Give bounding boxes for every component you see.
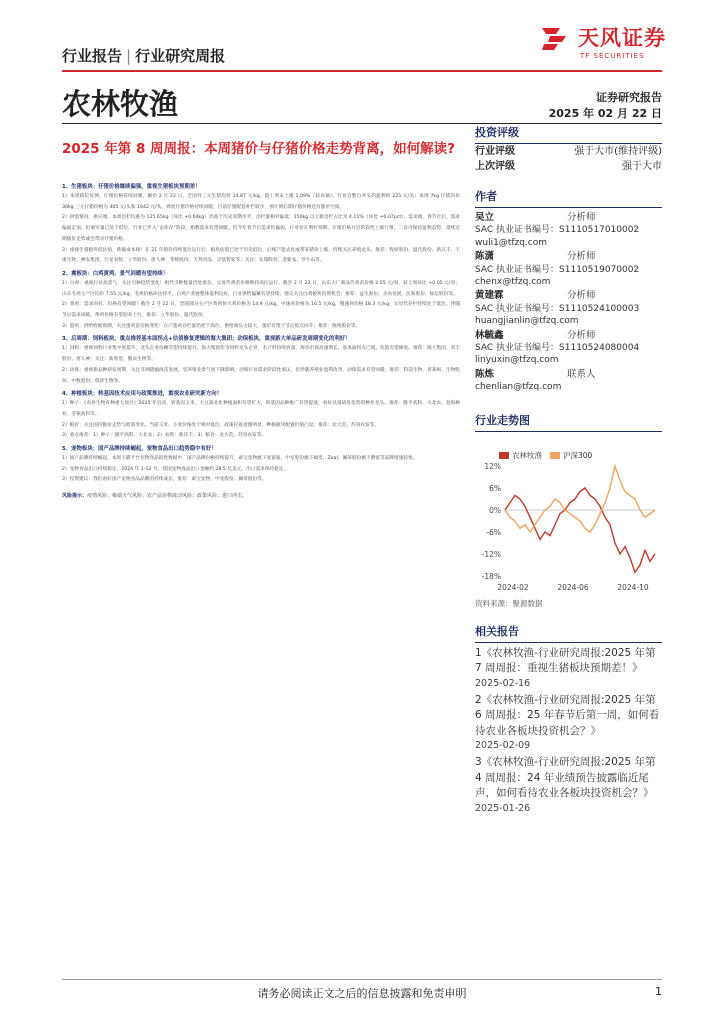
section-paragraph: 1）本周猪价反弹，仔猪价格持续回暖。截至 2 月 22 日，全国外三元生猪均价 14.87 元/kg，较上周末上涨 1.09%（较农通）。行业自繁自养头均盈利约 225 元/头；本周 7kg 仔猪均价 30kg 三元仔猪价格为 405 元/头和 1642 元/头，周度仔猪价格持续回暖，目前仔猪配套补栏较少，预计明后期仔猪价格还有涨价空间。 — [62, 194, 460, 210]
industry-rating-value: 强于大市(维持评级) — [574, 146, 662, 157]
legend-swatch — [499, 452, 509, 459]
section-paragraph: 3）蛋鸡：供给收缩预期，关注蛋鸡苗价格变化！在产蛋鸡存栏量仍处于高位，供给端压力较大，蛋价有望于节后低点回升；推荐：晓鸣股份等。 — [62, 323, 361, 329]
section-paragraph: 3）重视生猪板块低估值，跌破成本线！在 21 年猪价持续低位运行后，板块估值已处于历史低位，后续产能去化或带来猪价上涨，持续关注养殖龙头。推荐：牧原股份、温氏股份、新五丰、天康生物、神农集团、巨星农牧、立华股份、唐人神、华统股份、天邦食品、京基智农等；关注：东瑞股份、金新农、罗牛山等。 — [62, 247, 460, 264]
page-number: 1 — [655, 985, 662, 998]
section-planting — [62, 389, 460, 442]
section-paragraph: 1）国产品牌持续崛起。本周天猫平台宠物食品销售数据中，国产品牌份额持续提升，乖宝宠物旗下麦富迪，中宠股份旗下顽皮、Zeal，佩蒂股份旗下爵宴等品牌增速较快。 — [62, 456, 418, 462]
related-report-date: 2025-02-09 — [475, 740, 531, 752]
series-line-0 — [505, 488, 655, 572]
rating-heading: 投资评级 — [475, 124, 662, 144]
y-tick-label: 0% — [489, 505, 501, 515]
section-paragraph: 2）粮价：关注国内粮价走势与政策变化。当前玉米、小麦价格处于相对低位，政策托底意图明显，种植板块配置价值凸显；推荐：北大荒、苏垦农发等。 — [62, 422, 380, 428]
brand-name-cn: 天风证券 — [578, 26, 666, 50]
trend-chart-svg — [475, 438, 662, 598]
disclaimer-footer: 请务必阅读正文之后的信息披露和免责申明 — [257, 987, 467, 1000]
report-type — [62, 45, 225, 66]
trend-heading: 行业走势图 — [475, 412, 662, 432]
section-paragraph: 1）种子：《农业生物育种重大项目》2025 年启动，转基因玉米、大豆商业化种植面积有望扩大，转基因品种推广有望提速，看好具备研发优势的种业龙头。推荐：隆平高科、大北农、登海种业、荃银高科等。 — [62, 401, 460, 417]
section-paragraph: 3）重点推荐：1）种子：隆平高科、大北农；2）农资：新洋丰；3）粮食：北大荒、苏垦农发等。 — [62, 433, 267, 439]
y-tick-label: -12% — [481, 549, 501, 559]
section-heading: 1、生猪板块：仔猪价格继续偏强，重视生猪板块预期差！ — [62, 184, 201, 190]
author-cert: SAC 执业证书编号：S1110524080004 — [475, 343, 640, 354]
legend-item — [550, 450, 592, 461]
y-tick-label: -6% — [486, 527, 501, 537]
author-email[interactable]: wuli1@tfzq.com — [475, 237, 548, 248]
report-series: 证券研究报告 — [596, 91, 662, 104]
related-report-link[interactable]: 3《农林牧渔-行业研究周报:2025 年第 4 周周报：24 年业绩预告披露临近尾声，如何看待农业各板块投资机会？》 — [475, 756, 656, 800]
author-email[interactable]: linyuxin@tfzq.com — [475, 355, 559, 366]
author-cert: SAC 执业证书编号：S1110517010002 — [475, 225, 640, 236]
y-tick-label: -18% — [481, 571, 501, 581]
brand-name-en: TF SECURITIES — [580, 52, 645, 60]
author-email[interactable]: huangjianlin@tfzq.com — [475, 316, 579, 327]
author-email[interactable]: chenx@tfzq.com — [475, 277, 551, 288]
report-title: 2025 年第 8 周周报：本周猪价与仔猪价格走势背离，如何解读? — [62, 141, 455, 157]
author-role: 分析师 — [567, 251, 596, 263]
authors-heading: 作者 — [475, 188, 662, 208]
section-paragraph: 2）供需情况：供应端，本周出栏均重为 125.65kg（环比 +0.64kg）仍高于历史同期水平，出栏量相对偏低；150kg 以上猪出栏占比为 4.11%（环比 +0.07pct），需求端，春节过后，需求偏弱走弱，但屠宰量已处于低位，行业已步入“去库存”阶段，指数需求有望回暖。但今年春节后需求仍偏弱，行业存在利好预期，仔猪价格开启阶段性上涨行情，二育可保持盈利态势，延续近期猪价走势或会带动仔猪价格。 — [62, 215, 460, 242]
x-tick-label: 2024-06 — [557, 582, 589, 592]
footer-rule — [62, 979, 662, 980]
related-report-date: 2025-01-26 — [475, 802, 531, 814]
author-role: 联系人 — [567, 368, 596, 380]
section-paragraph: 1）饲料：重视饲料行业集中度提升，龙头企业份额有望持续提升。海大集团作为饲料龙头企业，水产料持续放量，海外市场高速增长，基本面拐点已现，估值有望修复。推荐：海大集团、禾丰股份、唐人神；关注：新希望、傲农生物等。 — [62, 346, 460, 363]
author-role: 分析师 — [567, 212, 596, 223]
author-cert: SAC 执业证书编号：S1110524100003 — [475, 303, 640, 314]
prev-rating-row — [475, 159, 662, 174]
section-pet — [62, 444, 460, 486]
author-entry — [475, 369, 662, 394]
section-heading: 4、种植板块：转基因技术应用与政策推进，重视农业研究新方向！ — [62, 391, 223, 398]
author-entry — [475, 212, 662, 249]
author-name: 林毓鑫 — [475, 329, 504, 341]
report-type-main: 行业报告 — [62, 47, 123, 65]
section-heading: 3、后周期：饲料板块，重点推荐基本面拐点+估值修复逻辑的海大集团；动保板块，重视新大单品研发周期变化的利好！ — [62, 336, 351, 343]
x-tick-label: 2024-02 — [497, 582, 529, 592]
prev-rating-label: 上次评级 — [475, 161, 515, 172]
sidebar — [475, 124, 662, 815]
legend-label: 农林牧渔 — [512, 450, 542, 460]
chart-legend — [499, 450, 592, 461]
legend-item — [499, 450, 542, 461]
industry-rating-label: 行业评级 — [475, 146, 515, 157]
author-entry — [475, 330, 662, 367]
tf-logo-icon — [538, 22, 572, 56]
prev-rating-value: 强于大市 — [622, 161, 662, 172]
related-heading: 相关报告 — [475, 623, 662, 643]
related-report-date: 2025-02-16 — [475, 677, 531, 689]
section-heading: 2、禽板块：白鸡黄鸡，景气回暖有望持续！ — [62, 270, 169, 277]
related-report-link[interactable]: 1《农林牧渔-行业研究周报:2025 年第 7 周周报：重视生猪板块预期差！》 — [475, 646, 656, 675]
report-type-separator: | — [126, 47, 132, 65]
section-pig — [62, 182, 460, 267]
section-paragraph: 3）投资建议：我们看好国产宠物食品品牌的持续成长，推荐：乖宝宠物、中宠股份、佩蒂股份等。 — [62, 477, 267, 483]
risk-warning — [62, 492, 460, 499]
section-poultry — [62, 269, 460, 333]
author-name: 陈潇 — [475, 251, 495, 263]
section-paragraph: 1）白鸡：重视行业高景气，关注引种趋势变化！祖代引种数量仍处低位，父母代鸡苗价格维持高位运行。截至 2 月 22 日，山东大厂商品代鸡苗价格 2.55 元/羽，较上周环比 +0.05 元/羽；山东毛鸡主产区均价 7.55 元/kg，毛鸡价格环比持平，白鸡产业链整体盈利良好，行业供给偏紧有望持续，建议关注白鸡板块投资机会；推荐：益生股份、圣农发展、民和股份、仙坛股份等。 — [62, 280, 460, 297]
risk-label: 风险提示： — [62, 493, 88, 500]
header-rule — [62, 70, 662, 72]
author-cert: SAC 执业证书编号：S1110519070002 — [475, 264, 640, 275]
author-entry — [475, 251, 662, 288]
legend-swatch — [550, 452, 560, 459]
section-paragraph: 2）动保：重视新品种研发周期，关注非洲猪瘟疫苗进展。受养殖业景气度下降影响，动保行业需求阶段性承压，但伴随养殖业盈利改善，动保需求有望回暖；推荐：科前生物、普莱柯、生物股份、中牧股份、瑞普生物等。 — [62, 367, 460, 384]
report-type-sub: 行业研究周报 — [135, 47, 226, 65]
author-name: 黄建霖 — [475, 290, 504, 302]
y-tick-label: 12% — [484, 461, 501, 471]
author-role: 分析师 — [567, 290, 596, 302]
section-paragraph: 2）宠物食品出口持续稳定，2024 年 1-12 月，我国宠物食品出口金额约 28.5 亿美元，出口需求保持稳定。 — [62, 466, 289, 472]
related-reports — [475, 623, 662, 815]
trend-chart — [475, 438, 662, 598]
author-entry — [475, 290, 662, 327]
y-tick-label: 6% — [489, 483, 501, 493]
section-paragraph: 2）黄鸡：需求向好，价格有望回暖！截至 2 月 22 日，全国部分主产区黄鸡快大鸡价格为 14.9 元/kg，中速鸡价格为 16.5 元/kg，慢速鸡价格 18.3 元/kg，父母代存栏持续处于低位，伴随节后需求回暖，黄鸡价格有望迎来上行，推荐：立华股份、温氏股份。 — [62, 302, 460, 319]
legend-label: 沪深300 — [563, 450, 593, 460]
chart-source: 资料来源：聚源数据 — [475, 598, 543, 608]
author-list — [475, 212, 662, 394]
risk-text: 疫情风险；极端天气风险；农产品价格波动风险；政策风险；进口冲击。 — [87, 493, 248, 500]
series-line-1 — [505, 466, 655, 532]
publish-date: 2025 年 02 月 22 日 — [548, 107, 662, 120]
related-report-link[interactable]: 2《农林牧渔-行业研究周报:2025 年第 6 周周报：25 年春节后第一周，如何看待农业各板块投资机会？》 — [475, 693, 660, 737]
industry-rating-row — [475, 144, 662, 159]
section-post-cycle — [62, 334, 460, 387]
author-role: 分析师 — [567, 329, 596, 341]
author-name: 陈炼 — [475, 368, 495, 380]
x-tick-label: 2024-10 — [617, 582, 649, 592]
author-name: 吴立 — [475, 212, 495, 223]
industry-title: 农林牧渔 — [62, 87, 179, 121]
brand-logo — [538, 18, 686, 68]
report-body — [62, 180, 460, 499]
author-email[interactable]: chenlian@tfzq.com — [475, 382, 562, 393]
section-heading: 5、宠物板块：国产品牌持续崛起，宠物食品出口趋势稳中有好！ — [62, 446, 217, 453]
